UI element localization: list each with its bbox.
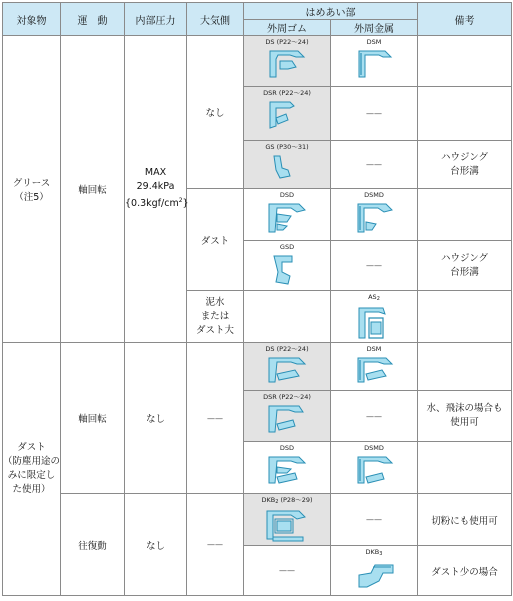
pressure-none-1: なし <box>125 343 187 494</box>
metal-dash-cell: —— <box>331 391 418 442</box>
remark-cell <box>418 36 512 87</box>
rubber-dash-cell: —— <box>244 546 331 596</box>
remark-cell <box>418 291 512 343</box>
motion-rotation: 軸回転 <box>61 36 125 343</box>
seal-label: GSD <box>279 243 295 251</box>
seal-label: GS (P30〜31) <box>265 143 309 151</box>
header-remarks: 備考 <box>418 3 512 36</box>
seal-label: DS (P22〜24) <box>265 38 309 46</box>
header-outer-metal: 外周金属 <box>331 20 418 36</box>
metal-dsmd-cell-2 <box>331 442 418 494</box>
metal-as2-cell <box>331 291 418 343</box>
seal-label: DS (P22〜24) <box>265 345 309 353</box>
seal-label: DSD <box>279 444 295 452</box>
motion-reciprocation: 往復動 <box>61 494 125 596</box>
header-object: 対象物 <box>3 3 61 36</box>
rubber-ds-cell <box>244 36 331 87</box>
table-row <box>3 494 512 546</box>
rubber-gs-cell <box>244 141 331 189</box>
seal-dsd-diagram-2 <box>265 453 309 489</box>
rubber-dsr-cell-2 <box>244 391 331 442</box>
metal-dash-cell: —— <box>331 494 418 546</box>
metal-dkb3-cell <box>331 546 418 596</box>
atmosphere-dust: ダスト <box>187 189 244 291</box>
rubber-ds-cell-2 <box>244 343 331 391</box>
metal-dsm-cell <box>331 36 418 87</box>
rubber-empty-cell <box>244 291 331 343</box>
metal-dsm-cell-2 <box>331 343 418 391</box>
rubber-dsd-cell-2 <box>244 442 331 494</box>
header-fitting: はめあい部 <box>244 3 418 20</box>
header-atmosphere: 大気側 <box>187 3 244 36</box>
seal-label: DSR (P22〜24) <box>263 89 311 97</box>
table-row <box>3 36 512 87</box>
seal-dsmd-diagram <box>352 200 396 236</box>
seal-ds-diagram <box>266 47 308 81</box>
remark-cell <box>418 442 512 494</box>
atmosphere-mud: 泥水 または ダスト大 <box>187 291 244 343</box>
atmosphere-none: なし <box>187 36 244 189</box>
metal-dash-cell: —— <box>331 141 418 189</box>
header-motion: 運 動 <box>61 3 125 36</box>
metal-dsmd-cell <box>331 189 418 241</box>
seal-label: DSD <box>279 191 295 199</box>
seal-selection-table <box>2 2 512 596</box>
seal-dsd-diagram <box>265 200 309 236</box>
seal-as2-diagram <box>353 304 395 342</box>
seal-dkb2-diagram <box>263 507 311 545</box>
seal-label: DSM <box>366 38 382 46</box>
seal-gsd-diagram <box>266 252 308 288</box>
rubber-dsr-cell <box>244 87 331 141</box>
seal-label: $DKB_2$ (P28〜29) <box>261 496 313 505</box>
seal-label: $DKB_3$ <box>365 548 383 557</box>
remark-chips-cell: 切粉にも使用可 <box>418 494 512 546</box>
remark-low-dust-cell: ダスト少の場合 <box>418 546 512 596</box>
seal-label: $AS_2$ <box>368 293 380 302</box>
metal-dash-cell: —— <box>331 241 418 291</box>
header-outer-rubber: 外周ゴム <box>244 20 331 36</box>
atmosphere-dash-2: —— <box>187 494 244 596</box>
motion-rotation-2: 軸回転 <box>61 343 125 494</box>
seal-dsm-diagram <box>353 47 395 81</box>
metal-dash-cell: —— <box>331 87 418 141</box>
pressure-none-2: なし <box>125 494 187 596</box>
remark-cell <box>418 87 512 141</box>
seal-ds-diagram-2 <box>265 354 309 388</box>
rubber-dsd-cell <box>244 189 331 241</box>
seal-dsr-diagram-2 <box>265 402 309 438</box>
remark-cell <box>418 343 512 391</box>
pressure-max: MAX 29.4kPa $\{0.3kgf/cm^2\}$ <box>125 36 187 343</box>
seal-gs-diagram <box>266 152 308 182</box>
object-dust: ダスト （防塵用途の みに限定し た使用） <box>3 343 61 596</box>
seal-dsr-diagram <box>266 98 308 132</box>
object-grease: グリース （注5） <box>3 36 61 343</box>
header-pressure: 内部圧力 <box>125 3 187 36</box>
seal-label: DSR (P22〜24) <box>263 393 311 401</box>
remark-housing-cell: ハウジング 台形溝 <box>418 241 512 291</box>
remark-housing-cell: ハウジング 台形溝 <box>418 141 512 189</box>
table-row <box>3 343 512 391</box>
seal-label: DSM <box>366 345 382 353</box>
seal-label: DSMD <box>364 444 384 452</box>
seal-dsmd-diagram-2 <box>352 453 396 489</box>
seal-dkb3-diagram <box>349 559 399 593</box>
seal-label: DSMD <box>364 191 384 199</box>
rubber-dkb2-cell <box>244 494 331 546</box>
atmosphere-dash-1: —— <box>187 343 244 494</box>
rubber-gsd-cell <box>244 241 331 291</box>
remark-cell <box>418 189 512 241</box>
remark-water-cell: 水、飛沫の場合も 使用可 <box>418 391 512 442</box>
seal-dsm-diagram-2 <box>352 354 396 388</box>
